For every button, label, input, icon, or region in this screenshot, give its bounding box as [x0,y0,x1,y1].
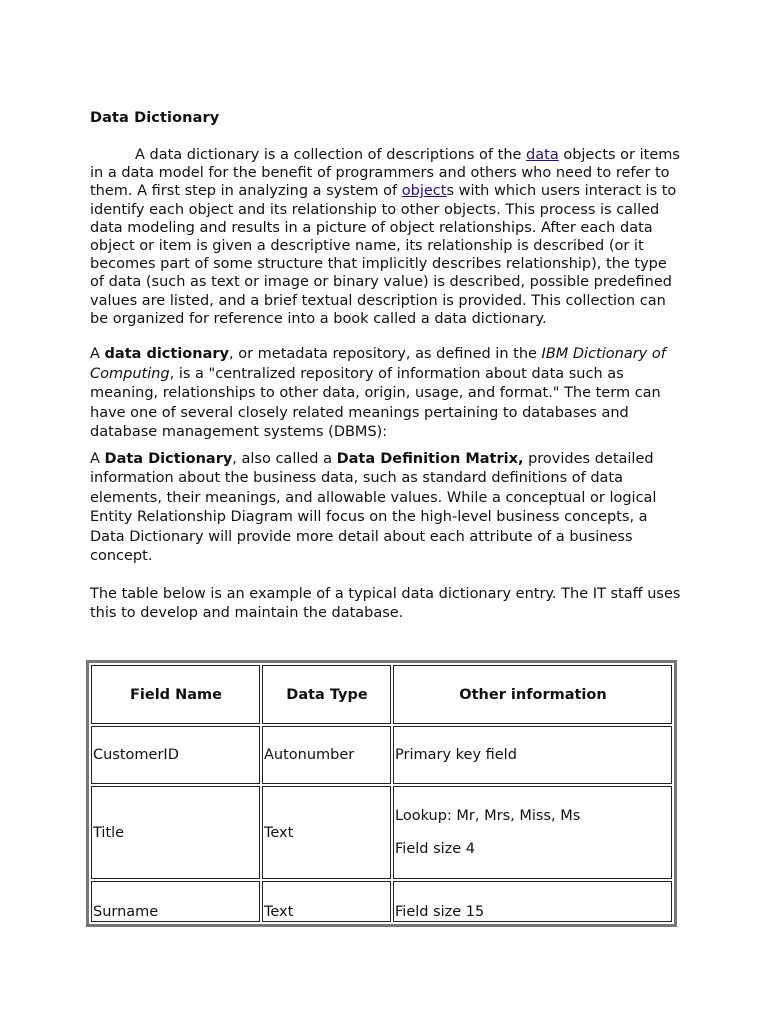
info-line: Field size 4 [395,841,476,857]
text-run: , or metadata repository, as defined in the [228,346,542,363]
text-run: A data dictionary is a collection of descriptions of the [135,147,527,163]
italic-source: IBM Dictionary of Computing [90,346,666,382]
cell-data-type: Text [262,881,391,922]
paragraph-ibm-definition [90,345,682,443]
info-line: Primary key field [395,747,517,763]
text-run: A [90,346,105,363]
table-row [91,786,672,879]
page-title: Data Dictionary [90,110,220,126]
data-dictionary-table [86,660,677,927]
cell-other-information [393,786,672,879]
object-link[interactable]: object [401,183,447,200]
text-run: provides detailed information about the business data, such as standard definitions of data elements, their meanings, and allowable values. While a conceptual or logical Entity Relationship Diagram will focus on the high-level business concepts, a Data Dictionary will provide more detail about each attribute of a business concept. [90,450,657,565]
paragraph-data-definition-matrix [90,450,682,567]
cell-data-type: Autonumber [262,726,391,784]
cell-other-information [393,726,672,784]
text-run: , also called a [232,450,337,467]
text-run: , is a "centralized repository of information about data such as meaning, relationships to other data, origin, usage, and format." The term can have one of several closely related meanings pertaining to databases and database management systems (DBMS): [90,365,661,441]
data-link[interactable]: data [526,147,559,163]
document-page [90,108,682,623]
bold-term: Data Definition Matrix, [336,450,524,467]
bold-term: Data Dictionary [104,450,233,467]
text-run: s with which users interact is to identify each object and its relationship to other objects. This process is called data modeling and results in a picture of object relationships. After each data object or item is given a descriptive name, its relationship is described (or it becomes part of some structure that implicitly describes relationship), the type of data (such as text or image or binary value) is described, possible predefined values are listed, and a brief textual description is provided. This collection can be organized for reference into a book called a data dictionary. [90,183,677,327]
info-line: Lookup: Mr, Mrs, Miss, Ms [395,808,581,824]
header-other-information: Other information [393,665,672,724]
cell-data-type: Text [262,786,391,879]
header-data-type: Data Type [262,665,391,724]
info-line: Field size 15 [395,904,485,920]
paragraph-table-intro: The table below is an example of a typical data dictionary entry. The IT staff uses this to develop and maintain the database. [90,585,681,621]
text-run: objects or items in a data model for the benefit of programmers and others who need to refer to them. A first step in analyzing a system of [90,147,680,200]
cell-field-name: CustomerID [91,726,260,784]
paragraph-definition [90,146,682,328]
text-run: A [90,450,105,467]
table-header-row [91,665,672,724]
table-row [91,726,672,784]
cell-other-information [393,881,672,922]
header-field-name: Field Name [91,665,260,724]
bold-term: data dictionary [104,346,229,363]
cell-field-name: Title [91,786,260,879]
table-row [91,881,672,922]
cell-field-name: Surname [91,881,260,922]
